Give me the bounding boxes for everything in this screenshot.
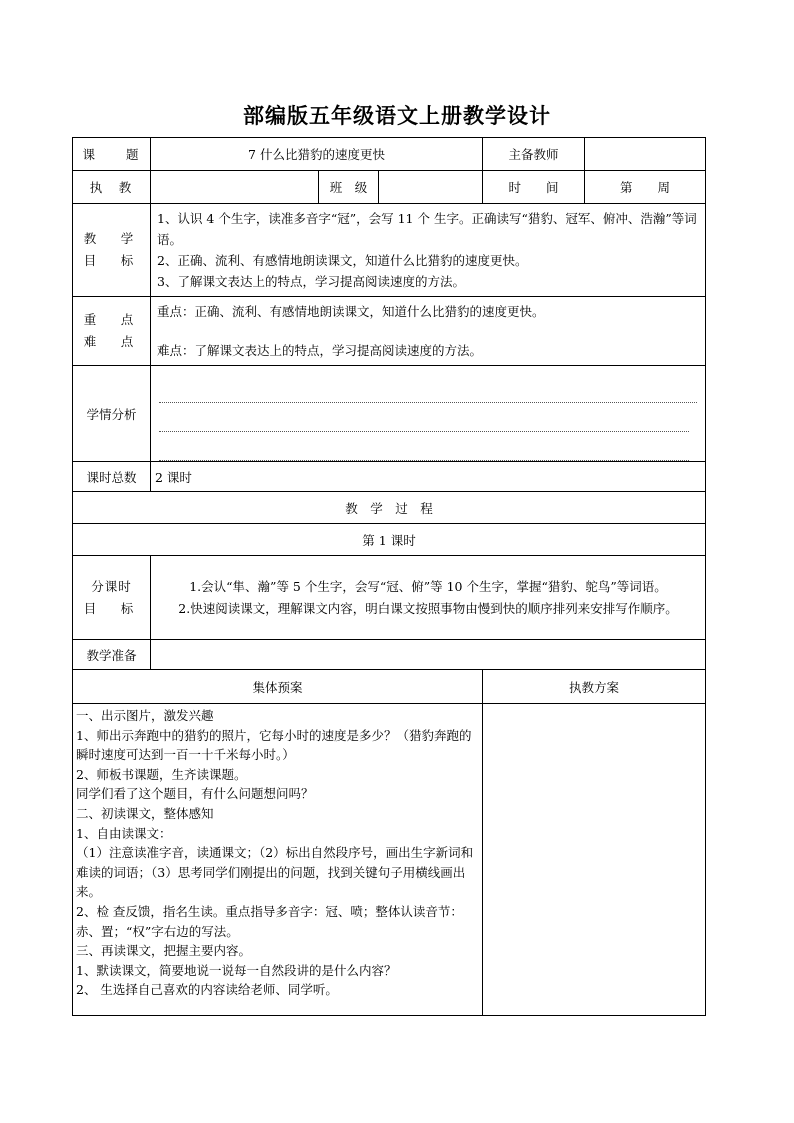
lesson-plan-table [72, 137, 706, 1016]
row-lesson-header [73, 524, 706, 556]
row-plan-headers [73, 670, 706, 704]
goals-content [151, 204, 706, 297]
page-title: 部编版五年级语文上册教学设计 [243, 103, 551, 128]
process-header: 教 学 过 程 [73, 492, 706, 524]
lesson-goals-label-line1: 分课时 [91, 578, 132, 594]
plan-line: 1、师出示奔跑中的猎豹的照片，它每小时的速度是多少？（猎豹奔跑的瞬时速度可达到一百一十千米每小时。） [76, 727, 472, 763]
total-hours-label: 课时总数 [73, 462, 151, 492]
lesson-goal-line: 2.快速阅读课文，理解课文内容，明白课文按照事物由慢到快的顺序排列来安排写作顺序。 [178, 600, 678, 616]
row-plan-content [73, 704, 706, 1016]
collective-plan-header: 集体预案 [73, 670, 483, 704]
goal-line: 3、了解课文表达上的特点，学习提高阅读速度的方法。 [157, 274, 465, 289]
subject-value: 7 什么比猎豹的速度更快 [151, 138, 483, 171]
plan-line: 三、再读课文，把握主要内容。 [76, 943, 252, 959]
plan-line: 二、初读课文，整体感知 [76, 805, 214, 821]
analysis-content [151, 366, 706, 462]
row-total-hours [73, 462, 706, 492]
lesson-goals-content [151, 556, 706, 640]
row-process-header [73, 492, 706, 524]
lesson-goals-label [73, 556, 151, 640]
dotted-line [159, 432, 689, 461]
goals-label-line1: 教 学 [83, 231, 140, 246]
class-value [379, 171, 483, 204]
plan-line: 2、 生选择自己喜欢的内容读给老师、同学听。 [76, 982, 338, 998]
dotted-line [159, 403, 689, 432]
teacher-value [151, 171, 319, 204]
row-subject [73, 138, 706, 171]
goals-label [73, 204, 151, 297]
row-analysis [73, 366, 706, 462]
class-label: 班 级 [319, 171, 379, 204]
plan-line: 1、自由读课文： [76, 825, 172, 841]
plan-line: 同学们看了这个题目，有什么问题想问吗？ [76, 786, 314, 802]
preparer-label: 主备教师 [483, 138, 585, 171]
teacher-label: 执 教 [73, 171, 151, 204]
row-teacher [73, 171, 706, 204]
collective-plan-content [73, 704, 483, 1016]
plan-line: 一、出示图片，激发兴趣 [76, 708, 214, 723]
goals-label-line2: 目 标 [83, 253, 140, 268]
difficult-point: 难点：了解课文表达上的特点，学习提高阅读速度的方法。 [157, 343, 483, 358]
subject-label: 课 题 [73, 138, 151, 171]
execution-plan-header: 执教方案 [483, 670, 706, 704]
preparation-label: 教学准备 [73, 640, 151, 670]
key-points-label-line1: 重 点 [83, 312, 140, 327]
goal-line: 1、认识 4 个生字，读准多音字“冠”，会写 11 个 生字。正确读写“猎豹、冠军、俯冲、浩瀚”等词语。 [157, 211, 697, 247]
preparation-value [151, 640, 706, 670]
key-point: 重点：正确、流利、有感情地朗读课文，知道什么比猎豹的速度更快。 [157, 304, 545, 319]
lesson-goals-label-line2: 目 标 [83, 600, 140, 616]
row-goals [73, 204, 706, 297]
plan-line: 2、检 查反馈，指名生读。重点指导多音字：冠、喷；整体认读音节：赤、置；“权”字右边的写法。 [76, 903, 463, 939]
execution-plan-content [483, 704, 706, 1016]
total-hours-value: 2 课时 [151, 462, 706, 492]
row-preparation [73, 640, 706, 670]
row-key-points [73, 297, 706, 366]
week-label: 第 周 [585, 171, 706, 204]
analysis-label: 学情分析 [73, 366, 151, 462]
key-points-label-line2: 难 点 [83, 334, 140, 349]
goal-line: 2、正确、流利、有感情地朗读课文，知道什么比猎豹的速度更快。 [157, 253, 528, 268]
time-label: 时 间 [483, 171, 585, 204]
key-points-label [73, 297, 151, 366]
key-points-content [151, 297, 706, 366]
lesson-header: 第 1 课时 [73, 524, 706, 556]
plan-line: 2、师板书课题，生齐读课题。 [76, 766, 247, 782]
plan-line: 1、默读课文，简要地说一说每一自然段讲的是什么内容？ [76, 962, 397, 978]
row-lesson-goals [73, 556, 706, 640]
preparer-value [585, 138, 706, 171]
plan-line: （1）注意读准字音，读通课文；（2）标出自然段序号，画出生字新词和难读的词语；（3）思考同学们刚提出的问题，找到关键句子用横线画出来。 [76, 845, 474, 900]
lesson-goal-line: 1.会认“隼、瀚”等 5 个生字，会写“冠、俯”等 10 个生字，掌握“猎豹、鸵鸟”等词语。 [189, 578, 667, 594]
dotted-line [159, 374, 697, 403]
